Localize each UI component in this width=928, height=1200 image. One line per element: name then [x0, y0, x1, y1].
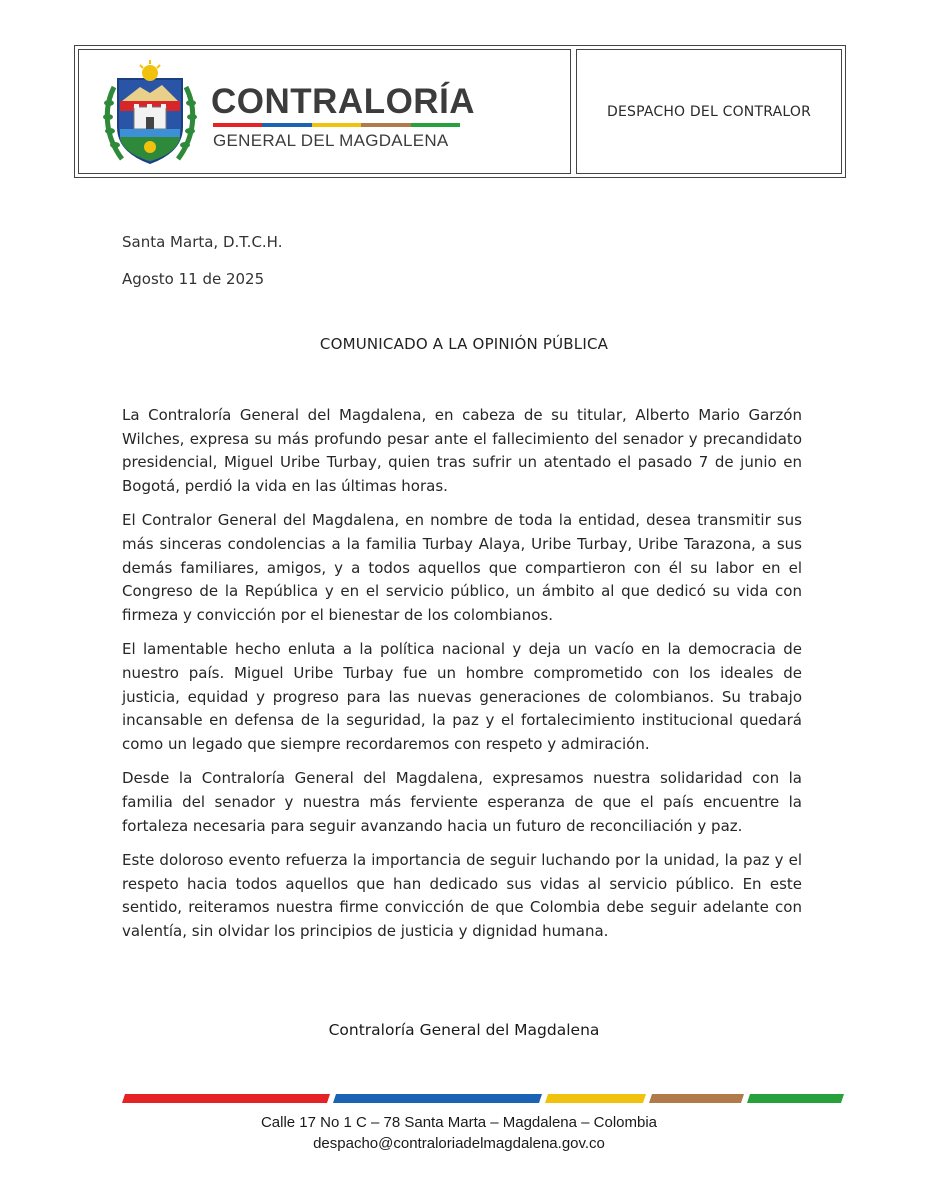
footer-color-bar [122, 1094, 844, 1103]
paragraph: La Contraloría General del Magdalena, en cabeza de su titular, Alberto Mario Garzón Wilches, expresa su más profundo pesar ante el fallecimiento del senador y precandidato presidencial, Miguel Uribe Turbay, quien tras sufrir un atentado el pasado 7 de junio en Bogotá, perdió la vida en las últimas horas. [122, 406, 802, 495]
paragraph: El lamentable hecho enluta a la política nacional y deja un vacío en la democracia de nuestro país. Miguel Uribe Turbay fue un hombre comprometido con los ideales de justicia, equidad y progreso para las nuevas generaciones de colombianos. Su trabajo incansable en defensa de la seguridad, la paz y el fortalecimiento institucional quedará como un legado que siempre recordaremos con respeto y admiración. [122, 640, 802, 753]
letterhead-logo-cell [78, 49, 571, 174]
org-subtitle: GENERAL DEL MAGDALENA [213, 131, 449, 150]
letter-date: Agosto 11 de 2025 [122, 270, 265, 288]
signature: Contraloría General del Magdalena [328, 1021, 600, 1039]
paragraph: El Contralor General del Magdalena, en nombre de toda la entidad, desea transmitir sus más sinceras condolencias a la familia Turbay Alaya, Uribe Turbay, Uribe Tarazona, a sus demás familiares, amigos, y a todos aquellos que compartieron con él su labor en el Congreso de la República y en el servicio público, un ámbito al que dedicó su vida con firmeza y convicción por el bienestar de los colombianos. [122, 511, 802, 624]
letter-body [122, 404, 802, 954]
paragraph: Este doloroso evento refuerza la importancia de seguir luchando por la unidad, la paz y el respeto hacia todos aquellos que han dedicado sus vidas al servicio público. En este sentido, reiteramos nuestra firme convicción de que Colombia debe seguir adelante con valentía, sin olvidar los principios de justicia y dignidad humana. [122, 851, 802, 940]
letterhead-office-cell [576, 49, 842, 174]
org-title: CONTRALORÍA [211, 82, 476, 121]
footer-address: Calle 17 No 1 C – 78 Santa Marta – Magdalena – Colombia [260, 1114, 658, 1131]
office-name: DESPACHO DEL CONTRALOR [606, 103, 812, 120]
letter-subject: COMUNICADO A LA OPINIÓN PÚBLICA [319, 335, 609, 353]
coat-of-arms-icon [100, 57, 200, 169]
footer-email: despacho@contraloriadelmagdalena.gov.co [313, 1135, 605, 1152]
brand-color-bar [213, 123, 460, 127]
letterhead [74, 45, 846, 178]
letter-place: Santa Marta, D.T.C.H. [122, 233, 283, 251]
paragraph: Desde la Contraloría General del Magdalena, expresamos nuestra solidaridad con la familia del senador y nuestra más ferviente esperanza de que el país encuentre la fortaleza necesaria para seguir avanzando hacia un futuro de reconciliación y paz. [122, 769, 802, 835]
